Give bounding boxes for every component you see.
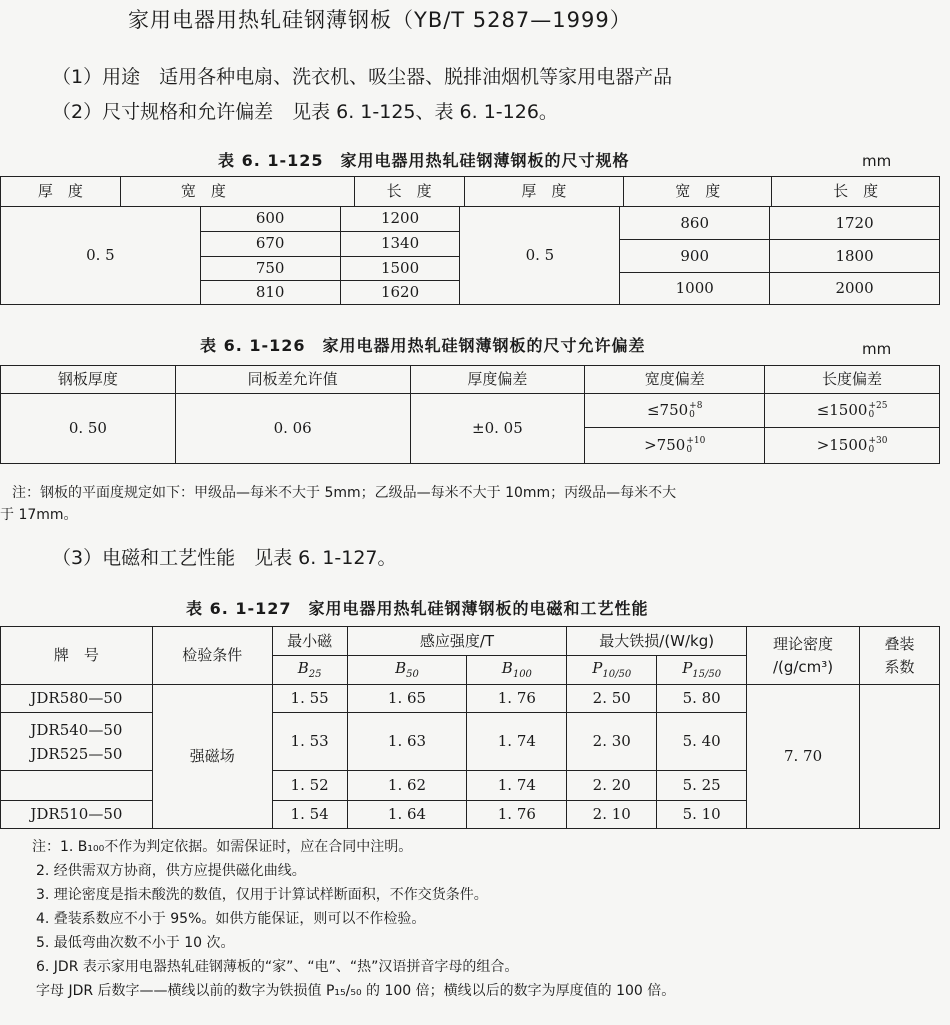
table-126-note-line-1: 注：钢板的平面度规定如下：甲级品—每米不大于 5mm；乙级品—每米不大于 10mm；丙级品—每米不大 bbox=[12, 485, 677, 501]
condition-cell: 强磁场 bbox=[152, 685, 272, 829]
table-row: 1. 74 bbox=[467, 771, 567, 801]
table-row: 5. 25 bbox=[657, 771, 747, 801]
table-row: 1340 bbox=[340, 231, 460, 256]
header-width-2: 宽 度 bbox=[624, 177, 772, 207]
table-row: 2000 bbox=[835, 279, 874, 297]
table-row: 1. 52 bbox=[272, 771, 347, 801]
table-row: 1. 64 bbox=[347, 801, 467, 829]
table-127 bbox=[0, 626, 940, 829]
table-row: 750 bbox=[200, 256, 340, 281]
header-length-dev: 长度偏差 bbox=[765, 366, 940, 394]
header-thickness-2: 厚 度 bbox=[464, 177, 624, 207]
table-row: 670 bbox=[200, 231, 340, 256]
note-3: 3. 理论密度是指未酸洗的数值，仅用于计算试样断面积，不作交货条件。 bbox=[36, 887, 488, 903]
header-same-plate: 同板差允许值 bbox=[175, 366, 410, 394]
stacking-cell bbox=[860, 685, 940, 829]
table-row: 1000 bbox=[675, 279, 714, 297]
table-row: 5. 40 bbox=[657, 713, 747, 771]
table-126-caption: 表 6. 1-126 家用电器用热轧硅钢薄钢板的尺寸允许偏差 bbox=[200, 336, 646, 355]
length-dev-row-2: >1500 +30 0 bbox=[765, 428, 940, 464]
header-b25: $B_{25}$ bbox=[272, 656, 347, 685]
note-2: 2. 经供需双方协商，供方应提供磁化曲线。 bbox=[36, 863, 306, 879]
table-row: 1. 53 bbox=[272, 713, 347, 771]
electromagnetic-paragraph: （3）电磁和工艺性能 见表 6. 1-127。 bbox=[52, 547, 397, 569]
table-row: 600 bbox=[200, 207, 340, 232]
plate-thickness-value: 0. 50 bbox=[1, 394, 176, 464]
header-plate-thickness: 钢板厚度 bbox=[1, 366, 176, 394]
dimensions-paragraph: （2）尺寸规格和允许偏差 见表 6. 1-125、表 6. 1-126。 bbox=[52, 101, 558, 123]
header-thickness-dev: 厚度偏差 bbox=[410, 366, 585, 394]
table-row: 2. 10 bbox=[567, 801, 657, 829]
table-row: 1620 bbox=[340, 281, 460, 305]
table-125 bbox=[0, 176, 940, 207]
table-row: 1200 bbox=[340, 207, 460, 232]
header-length: 长 度 bbox=[354, 177, 464, 207]
table-row: 860 bbox=[620, 207, 769, 240]
table-row: JDR510—50 bbox=[1, 801, 153, 829]
table-row: 1. 54 bbox=[272, 801, 347, 829]
table-row: 1. 76 bbox=[467, 801, 567, 829]
density-cell: 7. 70 bbox=[747, 685, 860, 829]
table-row: 900 bbox=[620, 240, 769, 273]
note-1: 注：1. B₁₀₀不作为判定依据。如需保证时，应在合同中注明。 bbox=[32, 839, 413, 855]
table-row: 1. 55 bbox=[272, 685, 347, 713]
table-126 bbox=[0, 365, 940, 464]
thickness-cell-left: 0. 5 bbox=[1, 207, 201, 305]
header-width-dev: 宽度偏差 bbox=[585, 366, 765, 394]
header-grade: 牌 号 bbox=[1, 627, 153, 685]
header-b50: $B_{50}$ bbox=[347, 656, 467, 685]
table-126-note-line-2: 于 17mm。 bbox=[0, 507, 78, 523]
table-row: JDR540—50 JDR525—50 bbox=[1, 713, 153, 771]
table-row: 2. 30 bbox=[567, 713, 657, 771]
table-row: 1. 62 bbox=[347, 771, 467, 801]
table-row: 1. 65 bbox=[347, 685, 467, 713]
table-127-notes bbox=[32, 836, 676, 1004]
table-125-unit: mm bbox=[862, 152, 892, 170]
header-induction: 感应强度/T bbox=[347, 627, 567, 656]
note-6: 6. JDR 表示家用电器热轧硅钢薄板的“家”、“电”、“热”汉语拼音字母的组合。 bbox=[36, 959, 519, 975]
table-row: 1. 74 bbox=[467, 713, 567, 771]
table-row: 1800 bbox=[770, 240, 939, 273]
document-title: 家用电器用热轧硅钢薄钢板（YB/T 5287—1999） bbox=[128, 8, 632, 32]
table-126-unit: mm bbox=[862, 340, 892, 358]
table-row: 2. 50 bbox=[567, 685, 657, 713]
table-125-caption: 表 6. 1-125 家用电器用热轧硅钢薄钢板的尺寸规格 bbox=[218, 151, 630, 170]
table-row: 1500 bbox=[340, 256, 460, 281]
table-row: 1720 bbox=[770, 207, 939, 240]
header-p10: $P_{10/50}$ bbox=[567, 656, 657, 685]
table-row: 5. 10 bbox=[657, 801, 747, 829]
table-row: 810 bbox=[200, 281, 340, 305]
table-row bbox=[1, 771, 153, 801]
header-condition: 检验条件 bbox=[152, 627, 272, 685]
thickness-dev-value: ±0. 05 bbox=[410, 394, 585, 464]
table-row: 1. 63 bbox=[347, 713, 467, 771]
usage-paragraph: （1）用途 适用各种电扇、洗衣机、吸尘器、脱排油烟机等家用电器产品 bbox=[52, 66, 673, 88]
width-dev-row-1: ≤750 +8 0 bbox=[585, 394, 765, 428]
header-length-2: 长 度 bbox=[772, 177, 940, 207]
thickness-cell-right: 0. 5 bbox=[460, 207, 620, 305]
table-row: JDR580—50 bbox=[1, 685, 153, 713]
header-p15: $P_{15/50}$ bbox=[657, 656, 747, 685]
header-b100: $B_{100}$ bbox=[467, 656, 567, 685]
header-thickness: 厚 度 bbox=[1, 177, 121, 207]
table-row: 1. 76 bbox=[467, 685, 567, 713]
table-127-caption: 表 6. 1-127 家用电器用热轧硅钢薄钢板的电磁和工艺性能 bbox=[186, 599, 649, 618]
length-dev-row-1: ≤1500 +25 0 bbox=[765, 394, 940, 428]
note-7: 字母 JDR 后数字——横线以前的数字为铁损值 P₁₅/₅₀ 的 100 倍；横线以后的数字为厚度值的 100 倍。 bbox=[36, 983, 676, 999]
note-4: 4. 叠装系数应不小于 95%。如供方能保证，则可以不作检验。 bbox=[36, 911, 426, 927]
width-dev-row-2: >750 +10 0 bbox=[585, 428, 765, 464]
same-plate-value: 0. 06 bbox=[175, 394, 410, 464]
header-density: 理论密度 /(g/cm³) bbox=[747, 627, 860, 685]
table-row: 5. 80 bbox=[657, 685, 747, 713]
header-stacking-factor: 叠装 系数 bbox=[860, 627, 940, 685]
header-width: 宽 度 bbox=[120, 177, 354, 207]
note-5: 5. 最低弯曲次数不小于 10 次。 bbox=[36, 935, 235, 951]
header-iron-loss: 最大铁损/(W/kg) bbox=[567, 627, 747, 656]
table-row: 2. 20 bbox=[567, 771, 657, 801]
header-min-magnetic: 最小磁 bbox=[272, 627, 347, 656]
table-125-body bbox=[0, 206, 940, 305]
